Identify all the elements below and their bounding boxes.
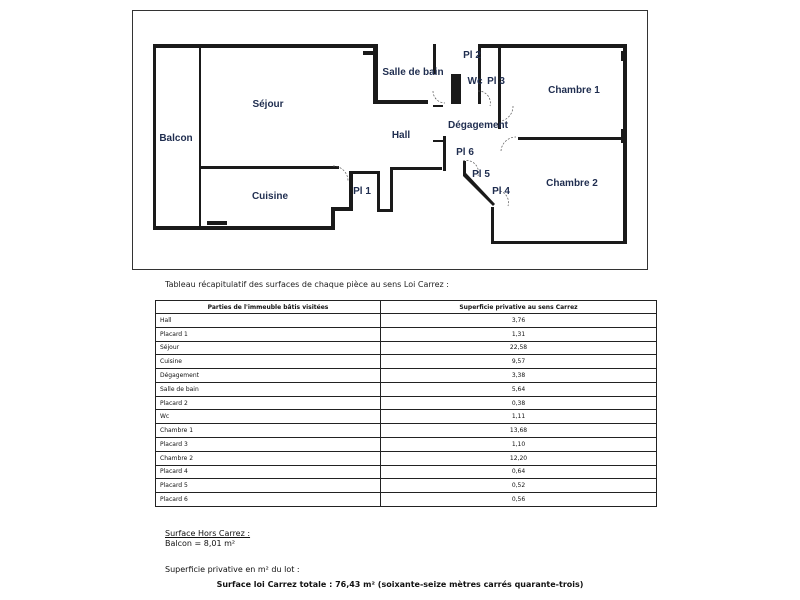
row-value: 3,38 <box>381 369 657 383</box>
column-header-superficie: Superficie privative au sens Carrez <box>381 301 657 314</box>
row-value: 22,58 <box>381 341 657 355</box>
table-row <box>156 382 657 396</box>
row-label: Placard 5 <box>156 479 381 493</box>
row-label: Cuisine <box>156 355 381 369</box>
table-row <box>156 410 657 424</box>
table-caption: Tableau récapitulatif des surfaces de chaque pièce au sens Loi Carrez : <box>165 280 449 289</box>
table-row <box>156 479 657 493</box>
row-value: 0,56 <box>381 493 657 507</box>
total-carrez-surface: Surface loi Carrez totale : 76,43 m² (soixante-seize mètres carrés quarante-trois) <box>216 580 584 589</box>
table-row <box>156 438 657 452</box>
row-label: Chambre 1 <box>156 424 381 438</box>
room-label-pl2: Pl 2 <box>463 50 481 61</box>
row-value: 12,20 <box>381 451 657 465</box>
row-label: Chambre 2 <box>156 451 381 465</box>
table-row <box>156 396 657 410</box>
row-label: Dégagement <box>156 369 381 383</box>
row-label: Wc <box>156 410 381 424</box>
row-label: Placard 6 <box>156 493 381 507</box>
room-label-pl6: Pl 6 <box>456 147 474 158</box>
row-label: Hall <box>156 314 381 328</box>
room-label-hall: Hall <box>391 130 411 141</box>
lot-surface-label: Superficie privative en m² du lot : <box>165 565 300 574</box>
row-label: Séjour <box>156 341 381 355</box>
room-label-salle-de-bain: Salle de bain <box>382 67 444 78</box>
table-row <box>156 369 657 383</box>
room-label-cuisine: Cuisine <box>251 191 289 202</box>
row-value: 5,64 <box>381 382 657 396</box>
room-label-chambre2: Chambre 2 <box>546 178 598 189</box>
floor-plan-drawing <box>133 11 649 271</box>
row-label: Placard 1 <box>156 327 381 341</box>
row-value: 13,68 <box>381 424 657 438</box>
column-header-parties: Parties de l'immeuble bâtis visitées <box>156 301 381 314</box>
table-row <box>156 327 657 341</box>
row-value: 1,11 <box>381 410 657 424</box>
hors-carrez-balcon: Balcon = 8,01 m² <box>165 539 236 548</box>
room-label-pl1: Pl 1 <box>353 186 371 197</box>
room-label-wc: Wc <box>467 76 483 87</box>
surface-table <box>155 300 657 507</box>
room-label-pl3: Pl 3 <box>487 76 505 87</box>
row-label: Placard 4 <box>156 465 381 479</box>
room-label-pl4: Pl 4 <box>492 186 510 197</box>
room-label-sejour: Séjour <box>252 99 284 110</box>
table-row <box>156 451 657 465</box>
hors-carrez-title: Surface Hors Carrez : <box>165 529 251 538</box>
table-row <box>156 493 657 507</box>
row-value: 0,64 <box>381 465 657 479</box>
table-row <box>156 424 657 438</box>
row-label: Placard 2 <box>156 396 381 410</box>
room-label-balcon: Balcon <box>159 133 193 144</box>
room-label-chambre1: Chambre 1 <box>548 85 600 96</box>
row-value: 0,52 <box>381 479 657 493</box>
room-label-pl5: Pl 5 <box>472 169 490 180</box>
table-row <box>156 314 657 328</box>
row-value: 1,31 <box>381 327 657 341</box>
table-row <box>156 465 657 479</box>
row-label: Salle de bain <box>156 382 381 396</box>
table-row <box>156 355 657 369</box>
floor-plan <box>132 10 648 270</box>
row-value: 1,10 <box>381 438 657 452</box>
row-label: Placard 3 <box>156 438 381 452</box>
row-value: 3,76 <box>381 314 657 328</box>
row-value: 9,57 <box>381 355 657 369</box>
room-label-degagement: Dégagement <box>447 120 509 131</box>
table-header-row <box>156 301 657 314</box>
row-value: 0,38 <box>381 396 657 410</box>
table-row <box>156 341 657 355</box>
